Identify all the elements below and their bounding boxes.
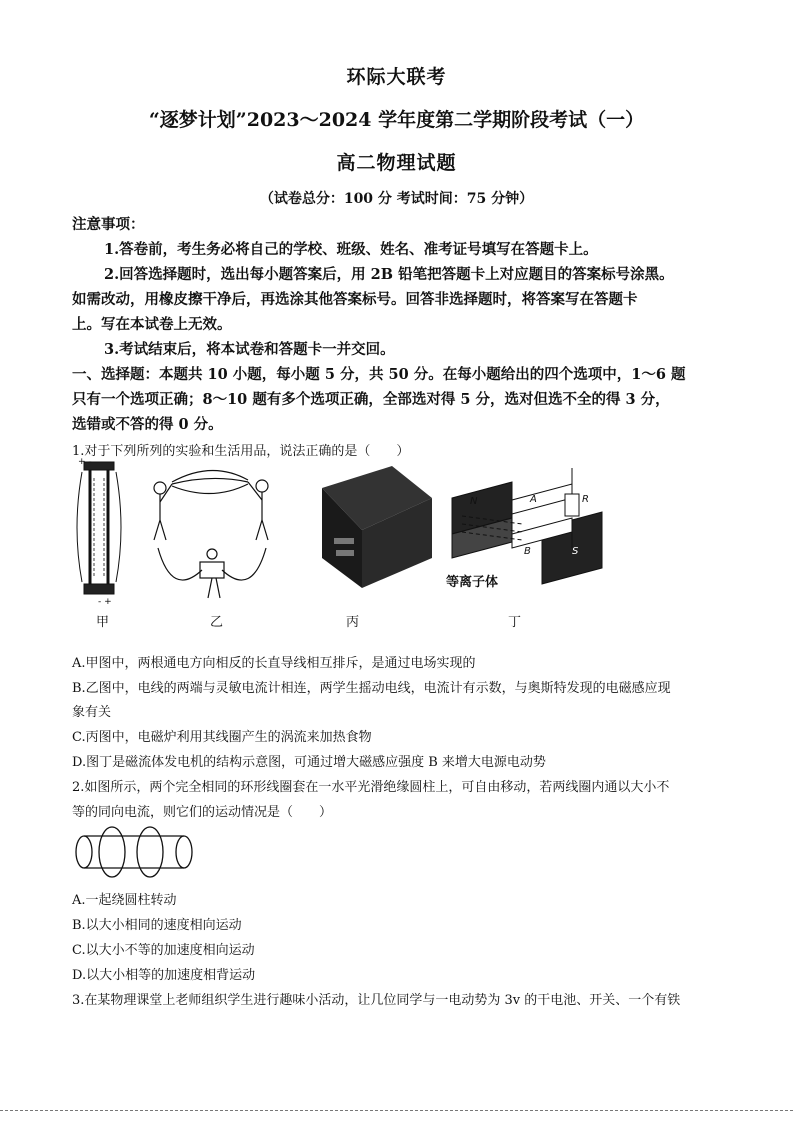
page-bottom-rule xyxy=(0,1110,793,1111)
q1-option-b-line-1: B.乙图中，电线的两端与灵敏电流计相连，两学生摇动电线，电流计有示数，与奥斯特发现的电磁感应现 xyxy=(72,681,671,696)
notes-heading: 注意事项： xyxy=(72,216,145,233)
q2-stem-line-2: 等的同向电流，则它们的运动情况是（ ） xyxy=(72,805,333,820)
resistor-label-r: R xyxy=(582,494,589,505)
magnet-label-n: N xyxy=(470,496,478,507)
section-1-instructions-line-2: 只有一个选项正确；8～10 题有多个选项正确，全部选对得 5 分，选对但选不全的得 3 分， xyxy=(72,391,670,408)
section-1-instructions-line-3: 选错或不答的得 0 分。 xyxy=(72,416,223,433)
q2-option-d: D.以大小相等的加速度相背运动 xyxy=(72,968,256,983)
section-1-instructions-line-1: 一、选择题：本题共 10 小题，每小题 5 分，共 50 分。在每小题给出的四个选项中，1～6 题 xyxy=(72,366,686,383)
figure-caption-bing: 丙 xyxy=(346,615,360,630)
note-item-3: 3.考试结束后，将本试卷和答题卡一并交回。 xyxy=(104,341,395,358)
svg-text:- +: - + xyxy=(98,597,112,607)
note-item-1: 1.答卷前，考生务必将自己的学校、班级、姓名、准考证号填写在答题卡上。 xyxy=(104,241,598,258)
exam-organization: 环际大联考 xyxy=(346,66,447,88)
figure-caption-jia: 甲 xyxy=(96,615,110,630)
plasma-label: 等离子体 xyxy=(446,575,499,590)
exam-title: “逐梦计划”2023～2024 学年度第二学期阶段考试（一） xyxy=(148,109,645,131)
figure-caption-ding: 丁 xyxy=(508,615,522,630)
figure-bing-induction-cooker xyxy=(322,466,432,588)
q2-stem-line-1: 2.如图所示，两个完全相同的环形线圈套在一水平光滑绝缘圆柱上，可自由移动，若两线圈内通以大小不 xyxy=(72,780,670,795)
q2-option-b: B.以大小相同的速度相向运动 xyxy=(72,918,242,933)
q2-option-a: A.一起绕圆柱转动 xyxy=(72,893,177,908)
q1-figures xyxy=(72,458,612,638)
q3-stem-line-1: 3.在某物理课堂上老师组织学生进行趣味小活动，让几位同学与一电动势为 3v 的干电池、开关、一个有铁 xyxy=(72,993,681,1008)
q2-option-c: C.以大小不等的加速度相向运动 xyxy=(72,943,255,958)
note-item-2-line-2: 如需改动，用橡皮擦干净后，再选涂其他答案标号。回答非选择题时，将答案写在答题卡 xyxy=(72,291,638,308)
magnet-label-s: S xyxy=(572,546,579,557)
q1-option-a: A.甲图中，两根通电方向相反的长直导线相互排斥，是通过电场实现的 xyxy=(72,656,476,671)
q1-stem: 1.对于下列所列的实验和生活用品，说法正确的是（ ） xyxy=(72,444,410,459)
exam-info: （试卷总分：100 分 考试时间：75 分钟） xyxy=(259,191,534,207)
figure-jia-parallel-wires xyxy=(77,458,121,607)
figure-yi-swinging-wire xyxy=(154,470,268,598)
note-item-2-line-3: 上。写在本试卷上无效。 xyxy=(72,316,232,333)
figure-ding-mhd-generator xyxy=(452,468,602,584)
q2-cylinder-coils-figure xyxy=(72,824,196,880)
q1-option-b-line-2: 象有关 xyxy=(72,705,112,720)
q1-option-c: C.丙图中，电磁炉利用其线圈产生的涡流来加热食物 xyxy=(72,730,372,745)
plate-label-b: B xyxy=(524,546,531,557)
q1-option-d: D.图丁是磁流体发电机的结构示意图，可通过增大磁感应强度 B 来增大电源电动势 xyxy=(72,755,546,770)
svg-text:+ -: + - xyxy=(78,458,92,467)
plate-label-a: A xyxy=(530,494,537,505)
subject-title: 高二物理试题 xyxy=(336,152,457,174)
figure-caption-yi: 乙 xyxy=(210,615,224,630)
note-item-2-line-1: 2.回答选择题时，选出每小题答案后，用 2B 铅笔把答题卡上对应题目的答案标号涂黑。 xyxy=(104,266,674,283)
